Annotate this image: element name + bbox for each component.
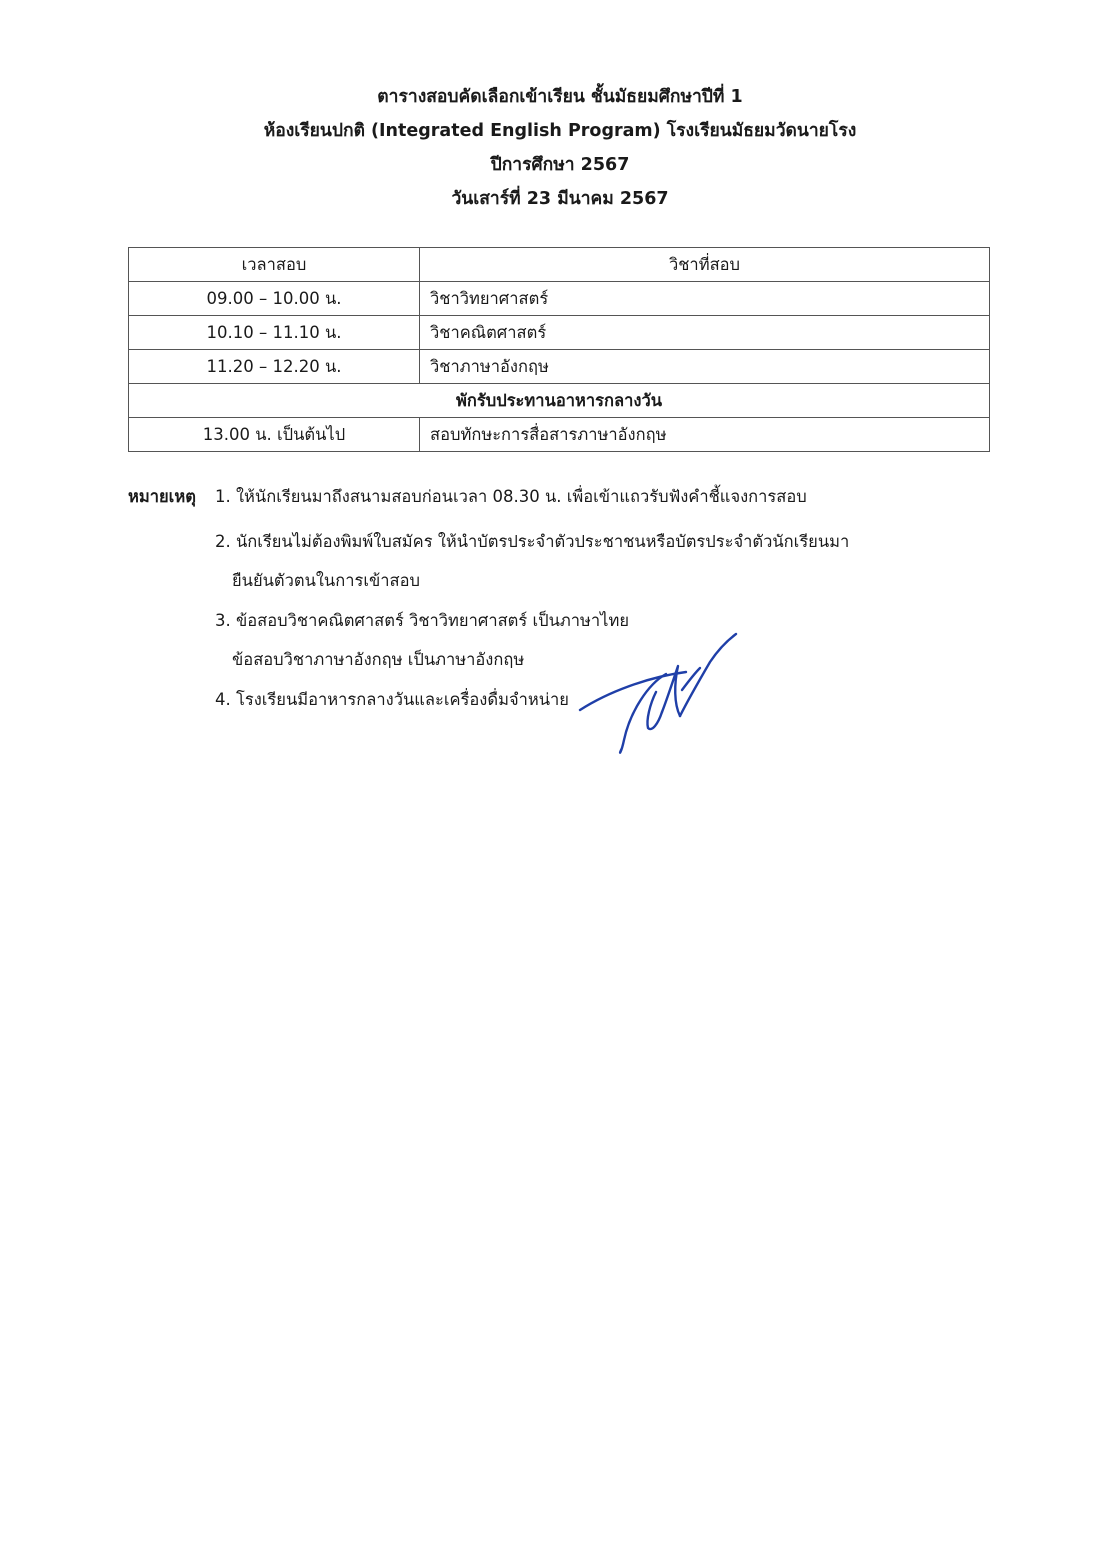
table-row: [129, 350, 990, 384]
table-header-row: [129, 248, 990, 282]
header-exam-time: เวลาสอบ: [129, 248, 420, 282]
table-row: [129, 316, 990, 350]
title-line-3: ปีการศึกษา 2567: [490, 155, 630, 175]
notes-label: หมายเหตุ: [128, 487, 196, 506]
exam-time-cell: 10.10 – 11.10 น.: [129, 316, 420, 350]
exam-subject-cell: วิชาวิทยาศาสตร์: [420, 282, 990, 316]
exam-subject-cell: วิชาภาษาอังกฤษ: [420, 350, 990, 384]
exam-time-cell: 11.20 – 12.20 น.: [129, 350, 420, 384]
signature-icon: [578, 632, 738, 757]
exam-time-cell: 13.00 น. เป็นต้นไป: [129, 418, 420, 452]
lunch-break-row: [129, 384, 990, 418]
note-item-3: 3. ข้อสอบวิชาคณิตศาสตร์ วิชาวิทยาศาสตร์ เป็นภาษาไทย: [215, 611, 630, 630]
note-item-1: 1. ให้นักเรียนมาถึงสนามสอบก่อนเวลา 08.30 น. เพื่อเข้าแถวรับฟังคำชี้แจงการสอบ: [215, 487, 807, 506]
title-line-4: วันเสาร์ที่ 23 มีนาคม 2567: [451, 189, 669, 209]
title-line-1: ตารางสอบคัดเลือกเข้าเรียน ชั้นมัธยมศึกษาปีที่ 1: [377, 87, 743, 107]
table-row: [129, 418, 990, 452]
exam-time-cell: 09.00 – 10.00 น.: [129, 282, 420, 316]
exam-subject-cell: สอบทักษะการสื่อสารภาษาอังกฤษ: [420, 418, 990, 452]
note-item-2: 2. นักเรียนไม่ต้องพิมพ์ใบสมัคร ให้นำบัตรประจำตัวประชาชนหรือบัตรประจำตัวนักเรียนมา: [215, 532, 850, 551]
exam-schedule-table: [128, 247, 990, 452]
exam-subject-cell: วิชาคณิตศาสตร์: [420, 316, 990, 350]
note-item-4: 4. โรงเรียนมีอาหารกลางวันและเครื่องดื่มจำหน่าย: [215, 690, 569, 709]
note-item-2-continued: ยืนยันตัวตนในการเข้าสอบ: [232, 571, 420, 590]
note-item-3-continued: ข้อสอบวิชาภาษาอังกฤษ เป็นภาษาอังกฤษ: [232, 650, 525, 669]
header-exam-subject: วิชาที่สอบ: [420, 248, 990, 282]
title-line-2: ห้องเรียนปกติ (Integrated English Program) โรงเรียนมัธยมวัดนายโรง: [263, 121, 857, 141]
table-row: [129, 282, 990, 316]
lunch-break-cell: พักรับประทานอาหารกลางวัน: [129, 384, 990, 418]
document-title: [0, 80, 1099, 216]
